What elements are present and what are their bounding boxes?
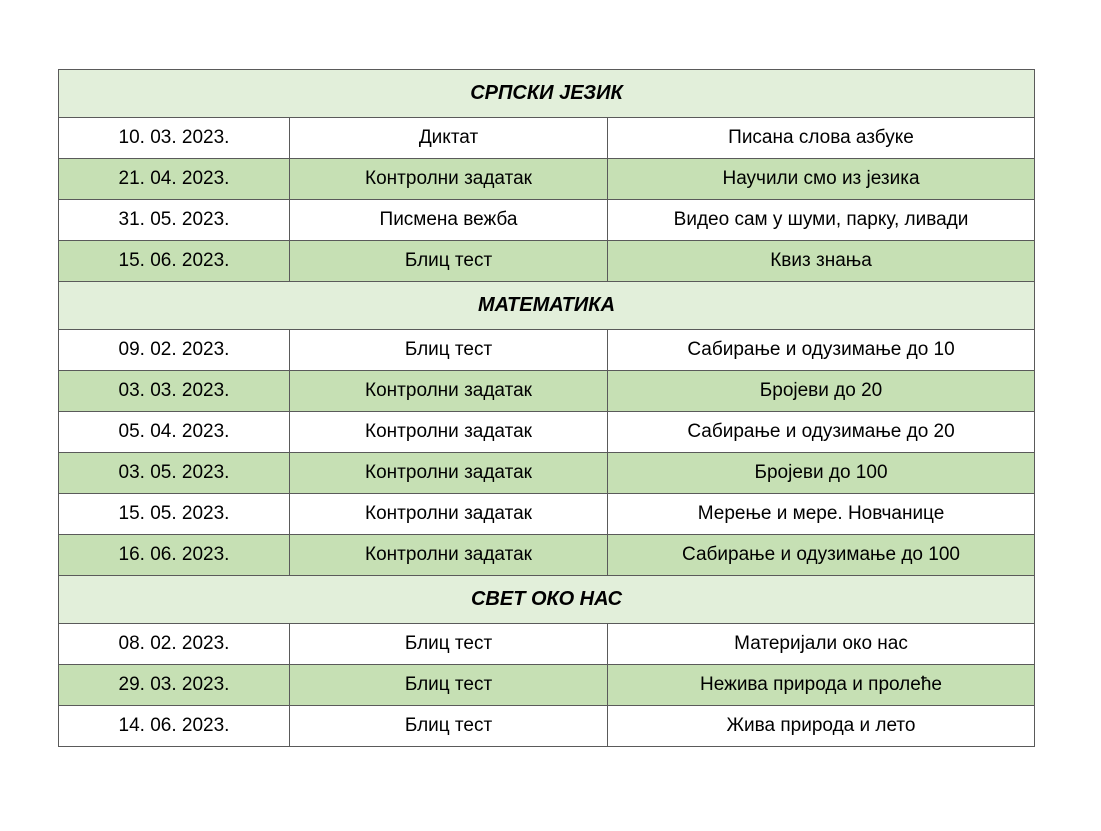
table-row xyxy=(59,624,1035,665)
table-row xyxy=(59,494,1035,535)
section-header-row xyxy=(59,282,1035,330)
test-type-cell: Контролни задатак xyxy=(290,494,608,535)
section-header-row xyxy=(59,70,1035,118)
topic-cell: Квиз знања xyxy=(608,241,1035,282)
topic-cell: Материјали око нас xyxy=(608,624,1035,665)
test-type-cell: Блиц тест xyxy=(290,706,608,747)
table-row xyxy=(59,665,1035,706)
topic-cell: Бројеви до 100 xyxy=(608,453,1035,494)
date-cell: 15. 06. 2023. xyxy=(59,241,290,282)
test-type-cell: Блиц тест xyxy=(290,241,608,282)
section-header-row xyxy=(59,576,1035,624)
topic-cell: Мерење и мере. Новчанице xyxy=(608,494,1035,535)
table-row xyxy=(59,241,1035,282)
topic-cell: Научили смо из језика xyxy=(608,159,1035,200)
test-type-cell: Контролни задатак xyxy=(290,453,608,494)
test-type-cell: Блиц тест xyxy=(290,624,608,665)
test-type-cell: Контролни задатак xyxy=(290,371,608,412)
test-type-cell: Блиц тест xyxy=(290,665,608,706)
date-cell: 09. 02. 2023. xyxy=(59,330,290,371)
table-row xyxy=(59,118,1035,159)
section-title: МАТЕМАТИКА xyxy=(59,282,1035,330)
date-cell: 05. 04. 2023. xyxy=(59,412,290,453)
topic-cell: Жива природа и лето xyxy=(608,706,1035,747)
section-title: СВЕТ ОКО НАС xyxy=(59,576,1035,624)
topic-cell: Сабирање и одузимање до 100 xyxy=(608,535,1035,576)
test-type-cell: Писмена вежба xyxy=(290,200,608,241)
test-type-cell: Контролни задатак xyxy=(290,535,608,576)
table-row xyxy=(59,371,1035,412)
table-row xyxy=(59,200,1035,241)
date-cell: 10. 03. 2023. xyxy=(59,118,290,159)
table-row xyxy=(59,706,1035,747)
date-cell: 21. 04. 2023. xyxy=(59,159,290,200)
date-cell: 03. 05. 2023. xyxy=(59,453,290,494)
test-type-cell: Блиц тест xyxy=(290,330,608,371)
date-cell: 08. 02. 2023. xyxy=(59,624,290,665)
date-cell: 03. 03. 2023. xyxy=(59,371,290,412)
table-row xyxy=(59,453,1035,494)
test-type-cell: Контролни задатак xyxy=(290,412,608,453)
date-cell: 14. 06. 2023. xyxy=(59,706,290,747)
table-row xyxy=(59,412,1035,453)
date-cell: 29. 03. 2023. xyxy=(59,665,290,706)
date-cell: 16. 06. 2023. xyxy=(59,535,290,576)
topic-cell: Видео сам у шуми, парку, ливади xyxy=(608,200,1035,241)
table-row xyxy=(59,330,1035,371)
test-schedule-table xyxy=(58,69,1035,747)
topic-cell: Сабирање и одузимање до 10 xyxy=(608,330,1035,371)
table-row xyxy=(59,159,1035,200)
topic-cell: Нежива природа и пролеће xyxy=(608,665,1035,706)
date-cell: 15. 05. 2023. xyxy=(59,494,290,535)
test-type-cell: Диктат xyxy=(290,118,608,159)
test-type-cell: Контролни задатак xyxy=(290,159,608,200)
topic-cell: Бројеви до 20 xyxy=(608,371,1035,412)
test-schedule-body xyxy=(59,70,1035,747)
section-title: СРПСКИ ЈЕЗИК xyxy=(59,70,1035,118)
date-cell: 31. 05. 2023. xyxy=(59,200,290,241)
topic-cell: Писана слова азбуке xyxy=(608,118,1035,159)
topic-cell: Сабирање и одузимање до 20 xyxy=(608,412,1035,453)
table-row xyxy=(59,535,1035,576)
